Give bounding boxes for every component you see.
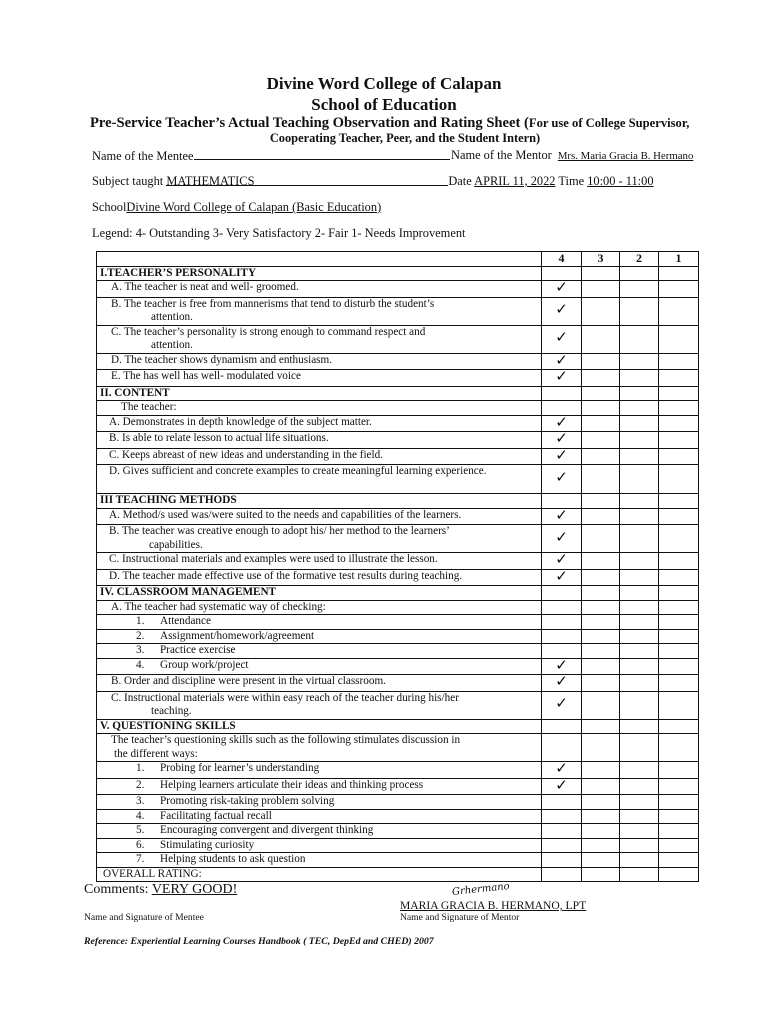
table-row bbox=[97, 432, 699, 449]
table-row bbox=[97, 325, 699, 353]
check-mark: ✓ bbox=[555, 415, 568, 431]
mentee-field bbox=[92, 148, 450, 164]
time-value: 10:00 - 11:00 bbox=[587, 174, 654, 188]
sub-item bbox=[97, 615, 542, 630]
sub-item bbox=[97, 644, 542, 659]
table-row bbox=[97, 809, 699, 824]
sub-num: 1. bbox=[136, 762, 145, 774]
comments-label: Comments: bbox=[84, 882, 149, 897]
item-label: A. Demonstrates in depth knowledge of the subject matter. bbox=[97, 415, 542, 432]
check-mark: ✓ bbox=[555, 694, 568, 713]
mentor-signature-label: Name and Signature of Mentor bbox=[400, 912, 520, 923]
table-row bbox=[97, 281, 699, 298]
date-label: Date bbox=[448, 174, 472, 188]
item-label: D. Gives sufficient and concrete examples to create meaningful learning experience. bbox=[97, 465, 542, 494]
mentee-value bbox=[194, 148, 450, 160]
sub-text: Helping learners articulate their ideas and thinking process bbox=[160, 778, 424, 791]
item-label: The teacher: bbox=[97, 401, 542, 416]
item-label bbox=[97, 297, 542, 325]
table-row bbox=[97, 644, 699, 659]
sub-text: Stimulating curiosity bbox=[160, 838, 255, 851]
check-mark: ✓ bbox=[555, 448, 568, 464]
comments-value: VERY GOOD! bbox=[151, 882, 238, 897]
check-mark: ✓ bbox=[555, 761, 568, 777]
check-mark: ✓ bbox=[555, 778, 568, 794]
table-row bbox=[97, 370, 699, 387]
sub-num: 5. bbox=[136, 824, 145, 836]
item-label bbox=[97, 734, 542, 762]
section-title-management: IV. CLASSROOM MANAGEMENT bbox=[97, 586, 542, 601]
table-row bbox=[97, 553, 699, 570]
item-text-cont: capabilities. bbox=[149, 538, 203, 551]
overall-rating-label: OVERALL RATING: bbox=[97, 867, 542, 882]
col-4-header: 4 bbox=[542, 252, 582, 267]
item-text: C. Instructional materials were within easy reach of the teacher during his/her bbox=[111, 691, 459, 704]
mentee-label: Name of the Mentee bbox=[92, 149, 194, 163]
item-label: E. The has well has well- modulated voice bbox=[97, 370, 542, 387]
mentee-signature-label: Name and Signature of Mentee bbox=[84, 912, 204, 923]
item-text: The teacher’s questioning skills such as the following stimulates discussion in bbox=[111, 734, 461, 746]
item-text: C. The teacher’s personality is strong enough to command respect and bbox=[111, 325, 426, 338]
col-3-header: 3 bbox=[582, 252, 620, 267]
item-label: B. Order and discipline were present in the virtual classroom. bbox=[97, 675, 542, 692]
overall-row bbox=[97, 867, 699, 882]
subject-value: MATHEMATICS bbox=[166, 174, 448, 186]
check-mark: ✓ bbox=[555, 552, 568, 568]
sub-num: 2. bbox=[136, 629, 145, 642]
item-label: D. The teacher made effective use of the formative test results during teaching. bbox=[97, 569, 542, 586]
col-1-header: 1 bbox=[659, 252, 699, 267]
school-field bbox=[92, 200, 381, 215]
table-row bbox=[97, 658, 699, 675]
time-label: Time bbox=[558, 174, 585, 188]
check-mark: ✓ bbox=[555, 508, 568, 524]
rating-table bbox=[96, 251, 699, 882]
table-row bbox=[97, 401, 699, 416]
item-label: D. The teacher shows dynamism and enthusiasm. bbox=[97, 353, 542, 370]
section-row bbox=[97, 386, 699, 401]
check-mark: ✓ bbox=[555, 353, 568, 369]
sheet-title bbox=[90, 115, 689, 132]
sub-num: 4. bbox=[136, 658, 145, 671]
item-label bbox=[97, 525, 542, 553]
subject-field bbox=[92, 174, 654, 189]
table-row bbox=[97, 448, 699, 465]
item-label bbox=[97, 691, 542, 719]
sub-item bbox=[97, 824, 542, 839]
sub-text: Probing for learner’s understanding bbox=[160, 762, 320, 774]
section-title-personality: I.TEACHER’S PERSONALITY bbox=[97, 266, 542, 281]
table-row bbox=[97, 734, 699, 762]
item-label: C. Keeps abreast of new ideas and understanding in the field. bbox=[97, 448, 542, 465]
section-title-methods: III TEACHING METHODS bbox=[97, 494, 542, 509]
check-mark: ✓ bbox=[555, 527, 568, 546]
sub-text: Assignment/homework/agreement bbox=[160, 629, 315, 642]
sub-item bbox=[97, 629, 542, 644]
college-name: Divine Word College of Calapan bbox=[266, 74, 502, 93]
item-text: B. The teacher is free from mannerisms that tend to disturb the student’s bbox=[111, 297, 435, 310]
table-row bbox=[97, 465, 699, 494]
check-mark: ✓ bbox=[555, 658, 568, 674]
section-row bbox=[97, 266, 699, 281]
mentor-name: MARIA GRACIA B. HERMANO, LPT bbox=[400, 899, 587, 912]
item-label bbox=[97, 325, 542, 353]
table-row bbox=[97, 297, 699, 325]
sub-text: Attendance bbox=[160, 615, 211, 627]
table-row bbox=[97, 853, 699, 868]
sub-item bbox=[97, 809, 542, 824]
table-row bbox=[97, 600, 699, 615]
item-label: A. The teacher had systematic way of checking: bbox=[97, 600, 542, 615]
sub-text: Encouraging convergent and divergent thinking bbox=[160, 824, 374, 836]
table-row bbox=[97, 353, 699, 370]
sub-item bbox=[97, 778, 542, 795]
item-label: C. Instructional materials and examples were used to illustrate the lesson. bbox=[97, 553, 542, 570]
mentor-label: Name of the Mentor bbox=[451, 148, 552, 162]
item-label: A. The teacher is neat and well- groomed. bbox=[97, 281, 542, 298]
sub-item bbox=[97, 853, 542, 868]
sub-num: 1. bbox=[136, 615, 145, 627]
mentor-signature: Grhermano bbox=[451, 881, 511, 898]
section-title-questioning: V. QUESTIONING SKILLS bbox=[97, 719, 542, 734]
item-text-cont: the different ways: bbox=[114, 747, 198, 760]
check-mark: ✓ bbox=[555, 328, 568, 347]
subject-label: Subject taught bbox=[92, 174, 164, 188]
sub-text: Promoting risk-taking problem solving bbox=[160, 795, 335, 807]
table-row bbox=[97, 778, 699, 795]
sub-num: 7. bbox=[136, 853, 145, 865]
item-text-cont: teaching. bbox=[151, 705, 192, 717]
reference: Reference: Experiential Learning Courses Handbook ( TEC, DepEd and CHED) 2007 bbox=[84, 936, 434, 947]
school-value: Divine Word College of Calapan (Basic Education) bbox=[126, 200, 382, 214]
item-label: B. Is able to relate lesson to actual life situations. bbox=[97, 432, 542, 449]
table-row bbox=[97, 569, 699, 586]
sub-item bbox=[97, 658, 542, 675]
mentor-field bbox=[451, 148, 693, 163]
table-row bbox=[97, 795, 699, 810]
table-row bbox=[97, 824, 699, 839]
comments bbox=[84, 882, 237, 898]
section-row bbox=[97, 586, 699, 601]
table-row bbox=[97, 762, 699, 779]
item-text-cont: attention. bbox=[151, 339, 193, 351]
sub-item bbox=[97, 762, 542, 779]
sub-num: 2. bbox=[136, 778, 145, 791]
item-text-cont: attention. bbox=[151, 311, 193, 323]
sub-num: 4. bbox=[136, 809, 145, 822]
sub-item bbox=[97, 795, 542, 810]
sub-text: Group work/project bbox=[160, 658, 249, 671]
table-row bbox=[97, 675, 699, 692]
check-mark: ✓ bbox=[555, 369, 568, 385]
date-value: APRIL 11, 2022 bbox=[474, 174, 556, 188]
sub-text: Practice exercise bbox=[160, 644, 236, 656]
sheet-title-main: Pre-Service Teacher’s Actual Teaching Observation and Rating Sheet ( bbox=[90, 115, 529, 131]
rating-header-row bbox=[97, 252, 699, 267]
check-mark: ✓ bbox=[555, 468, 568, 487]
check-mark: ✓ bbox=[555, 674, 568, 690]
check-mark: ✓ bbox=[555, 569, 568, 585]
sub-num: 3. bbox=[136, 644, 145, 656]
legend: Legend: 4- Outstanding 3- Very Satisfactory 2- Fair 1- Needs Improvement bbox=[92, 226, 466, 240]
header-blank bbox=[97, 252, 542, 267]
sub-text: Helping students to ask question bbox=[160, 853, 306, 865]
sheet-title-line2: Cooperating Teacher, Peer, and the Student Intern) bbox=[269, 131, 541, 145]
school-name: School of Education bbox=[311, 95, 457, 114]
table-row bbox=[97, 508, 699, 525]
check-mark: ✓ bbox=[555, 300, 568, 319]
section-row bbox=[97, 494, 699, 509]
sub-num: 3. bbox=[136, 795, 145, 807]
check-mark: ✓ bbox=[555, 280, 568, 296]
section-title-content: II. CONTENT bbox=[97, 386, 542, 401]
mentor-value: Mrs. Maria Gracia B. Hermano bbox=[557, 150, 694, 162]
sub-num: 6. bbox=[136, 838, 145, 851]
section-row bbox=[97, 719, 699, 734]
sub-text: Facilitating factual recall bbox=[160, 809, 272, 822]
sub-item bbox=[97, 838, 542, 853]
table-row bbox=[97, 525, 699, 553]
item-label: A. Method/s used was/were suited to the needs and capabilities of the learners. bbox=[97, 508, 542, 525]
col-2-header: 2 bbox=[620, 252, 659, 267]
table-row bbox=[97, 691, 699, 719]
school-label: School bbox=[92, 200, 127, 214]
sheet-title-use: For use of College Supervisor, bbox=[528, 116, 690, 130]
table-row bbox=[97, 415, 699, 432]
table-row bbox=[97, 838, 699, 853]
item-text: B. The teacher was creative enough to adopt his/ her method to the learners’ bbox=[109, 525, 450, 537]
check-mark: ✓ bbox=[555, 431, 568, 447]
table-row bbox=[97, 615, 699, 630]
table-row bbox=[97, 629, 699, 644]
